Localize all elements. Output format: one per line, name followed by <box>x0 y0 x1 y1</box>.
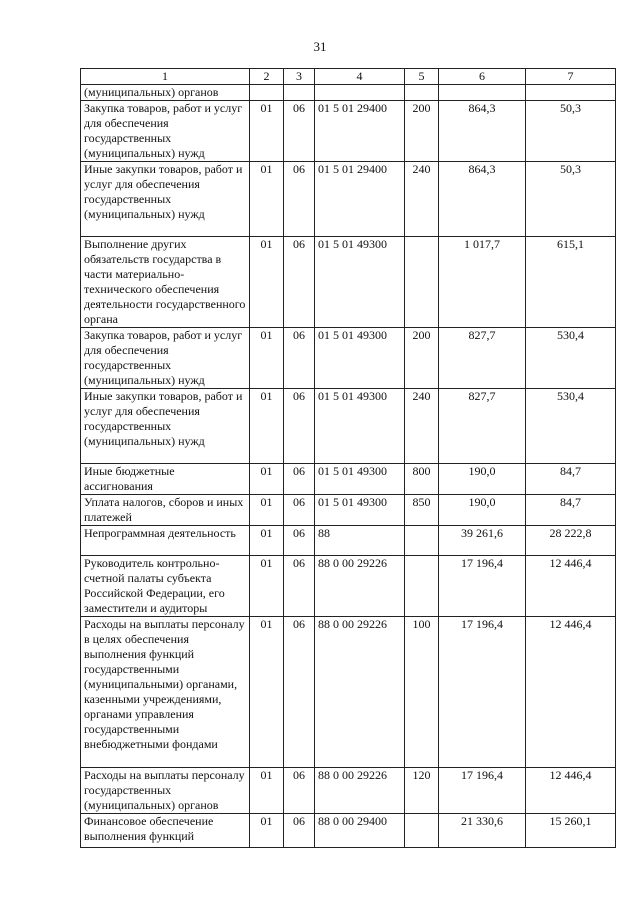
amount-executed-cell: 84,7 <box>526 495 616 526</box>
subsection-code-cell: 06 <box>284 389 315 464</box>
amount-executed-cell: 615,1 <box>526 237 616 328</box>
target-article-cell: 88 0 00 29226 <box>315 556 405 617</box>
subsection-code-cell: 06 <box>284 495 315 526</box>
expense-type-cell: 120 <box>405 768 439 814</box>
amount-planned-cell: 190,0 <box>439 495 526 526</box>
table-row <box>81 556 616 617</box>
expense-type-cell <box>405 85 439 101</box>
row-name-cell: Закупка товаров, работ и услуг для обеспечения государственных (муниципальных) нужд <box>81 101 250 162</box>
expense-type-cell: 240 <box>405 389 439 464</box>
expense-type-cell: 100 <box>405 617 439 768</box>
expense-type-cell <box>405 237 439 328</box>
row-name-cell: Расходы на выплаты персоналу государственных (муниципальных) органов <box>81 768 250 814</box>
section-code-cell: 01 <box>250 495 284 526</box>
column-header: 2 <box>250 69 284 85</box>
subsection-code-cell: 06 <box>284 556 315 617</box>
amount-executed-cell: 530,4 <box>526 389 616 464</box>
amount-executed-cell: 12 446,4 <box>526 617 616 768</box>
amount-executed-cell: 15 260,1 <box>526 814 616 848</box>
subsection-code-cell: 06 <box>284 237 315 328</box>
amount-planned-cell: 1 017,7 <box>439 237 526 328</box>
table-row <box>81 85 616 101</box>
amount-planned-cell: 190,0 <box>439 464 526 495</box>
expense-type-cell <box>405 556 439 617</box>
section-code-cell: 01 <box>250 237 284 328</box>
section-code-cell: 01 <box>250 328 284 389</box>
section-code-cell: 01 <box>250 101 284 162</box>
page-number: 31 <box>313 39 327 54</box>
subsection-code-cell: 06 <box>284 328 315 389</box>
row-name-cell: Закупка товаров, работ и услуг для обеспечения государственных (муниципальных) нужд <box>81 328 250 389</box>
column-header: 5 <box>405 69 439 85</box>
amount-planned-cell: 827,7 <box>439 389 526 464</box>
column-header: 4 <box>315 69 405 85</box>
column-header: 1 <box>81 69 250 85</box>
amount-executed-cell: 12 446,4 <box>526 556 616 617</box>
section-code-cell: 01 <box>250 617 284 768</box>
amount-planned-cell: 17 196,4 <box>439 768 526 814</box>
table-body <box>81 85 616 848</box>
target-article-cell: 01 5 01 49300 <box>315 389 405 464</box>
expense-type-cell <box>405 526 439 556</box>
amount-planned-cell: 827,7 <box>439 328 526 389</box>
table-row <box>81 526 616 556</box>
expense-type-cell: 800 <box>405 464 439 495</box>
amount-planned-cell <box>439 85 526 101</box>
row-name-cell: Выполнение других обязательств государства в части материально-технического обеспечения деятельности государственного органа <box>81 237 250 328</box>
section-code-cell: 01 <box>250 389 284 464</box>
amount-planned-cell: 39 261,6 <box>439 526 526 556</box>
section-code-cell: 01 <box>250 814 284 848</box>
section-code-cell: 01 <box>250 162 284 237</box>
table-row <box>81 814 616 848</box>
table-row <box>81 389 616 464</box>
section-code-cell: 01 <box>250 556 284 617</box>
amount-executed-cell: 530,4 <box>526 328 616 389</box>
amount-executed-cell <box>526 85 616 101</box>
expense-type-cell: 850 <box>405 495 439 526</box>
row-name-cell: Иные бюджетные ассигнования <box>81 464 250 495</box>
target-article-cell: 01 5 01 49300 <box>315 464 405 495</box>
amount-executed-cell: 28 222,8 <box>526 526 616 556</box>
row-name-cell: Руководитель контрольно-счетной палаты субъекта Российской Федерации, его заместители и аудиторы <box>81 556 250 617</box>
column-header: 6 <box>439 69 526 85</box>
header-row <box>81 69 616 85</box>
amount-planned-cell: 17 196,4 <box>439 556 526 617</box>
subsection-code-cell: 06 <box>284 526 315 556</box>
row-name-cell: Иные закупки товаров, работ и услуг для обеспечения государственных (муниципальных) нужд <box>81 162 250 237</box>
subsection-code-cell: 06 <box>284 464 315 495</box>
table-row <box>81 328 616 389</box>
table-row <box>81 237 616 328</box>
section-code-cell: 01 <box>250 526 284 556</box>
table-row <box>81 464 616 495</box>
target-article-cell <box>315 85 405 101</box>
column-header: 3 <box>284 69 315 85</box>
budget-table <box>80 68 616 848</box>
amount-planned-cell: 864,3 <box>439 101 526 162</box>
subsection-code-cell: 06 <box>284 617 315 768</box>
row-name-cell: Уплата налогов, сборов и иных платежей <box>81 495 250 526</box>
expense-type-cell <box>405 814 439 848</box>
amount-executed-cell: 50,3 <box>526 162 616 237</box>
table-row <box>81 162 616 237</box>
table-row <box>81 101 616 162</box>
section-code-cell: 01 <box>250 768 284 814</box>
target-article-cell: 88 <box>315 526 405 556</box>
target-article-cell: 88 0 00 29226 <box>315 617 405 768</box>
subsection-code-cell: 06 <box>284 768 315 814</box>
target-article-cell: 01 5 01 29400 <box>315 101 405 162</box>
amount-executed-cell: 84,7 <box>526 464 616 495</box>
expense-type-cell: 240 <box>405 162 439 237</box>
target-article-cell: 01 5 01 49300 <box>315 495 405 526</box>
target-article-cell: 01 5 01 49300 <box>315 237 405 328</box>
row-name-cell: Иные закупки товаров, работ и услуг для обеспечения государственных (муниципальных) нужд <box>81 389 250 464</box>
table-row <box>81 495 616 526</box>
amount-planned-cell: 17 196,4 <box>439 617 526 768</box>
column-header: 7 <box>526 69 616 85</box>
section-code-cell: 01 <box>250 464 284 495</box>
row-name-cell: Финансовое обеспечение выполнения функций <box>81 814 250 848</box>
row-name-cell: Расходы на выплаты персоналу в целях обеспечения выполнения функций государственными (муниципальными) органами, казенными учреждениями, органами управления государственными внебюджетными фондами <box>81 617 250 768</box>
amount-executed-cell: 50,3 <box>526 101 616 162</box>
subsection-code-cell: 06 <box>284 814 315 848</box>
amount-executed-cell: 12 446,4 <box>526 768 616 814</box>
section-code-cell <box>250 85 284 101</box>
table-row <box>81 617 616 768</box>
target-article-cell: 88 0 00 29226 <box>315 768 405 814</box>
amount-planned-cell: 21 330,6 <box>439 814 526 848</box>
row-name-cell: (муниципальных) органов <box>81 85 250 101</box>
expense-type-cell: 200 <box>405 328 439 389</box>
table-row <box>81 768 616 814</box>
subsection-code-cell: 06 <box>284 101 315 162</box>
subsection-code-cell: 06 <box>284 162 315 237</box>
expense-type-cell: 200 <box>405 101 439 162</box>
row-name-cell: Непрограммная деятельность <box>81 526 250 556</box>
target-article-cell: 01 5 01 29400 <box>315 162 405 237</box>
target-article-cell: 01 5 01 49300 <box>315 328 405 389</box>
amount-planned-cell: 864,3 <box>439 162 526 237</box>
target-article-cell: 88 0 00 29400 <box>315 814 405 848</box>
subsection-code-cell <box>284 85 315 101</box>
